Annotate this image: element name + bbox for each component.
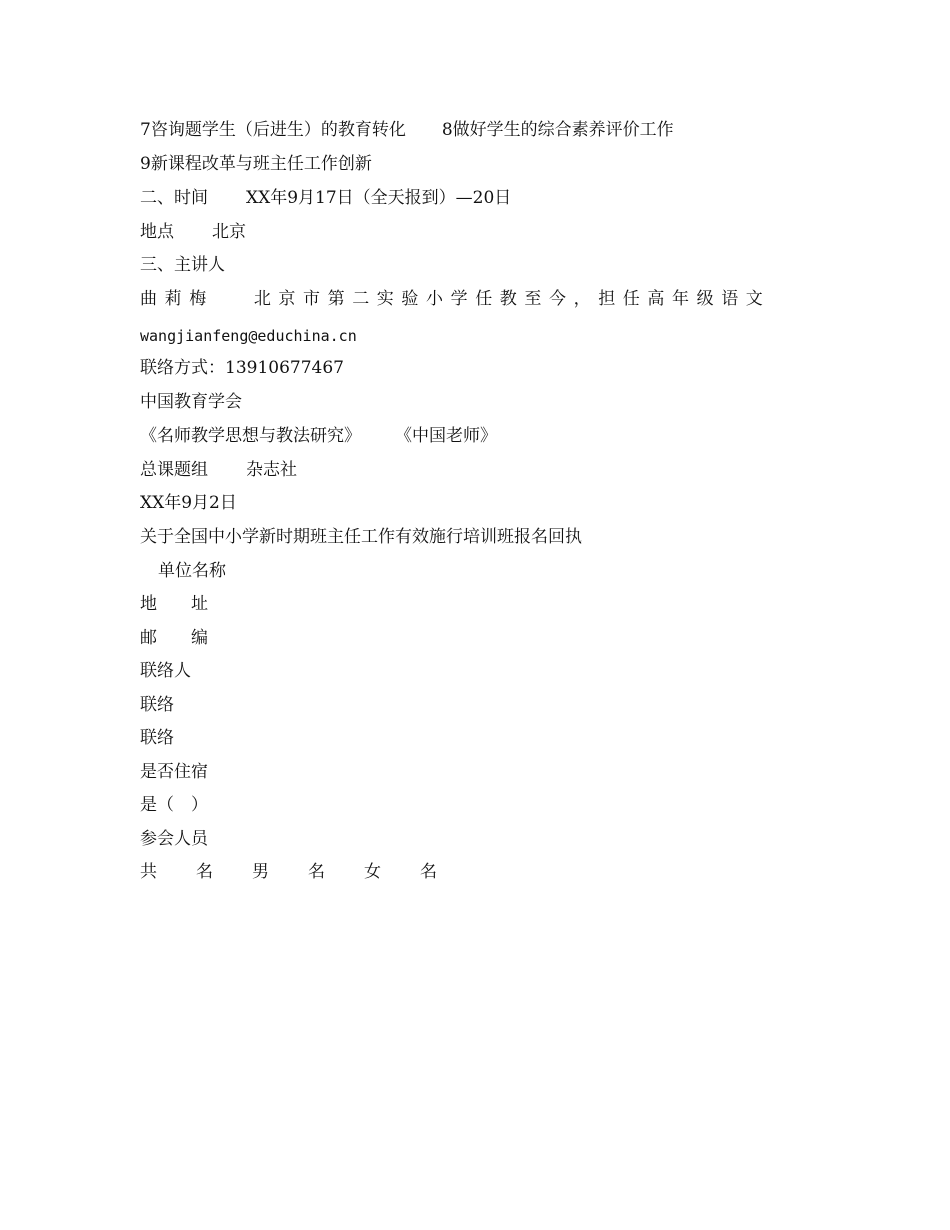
form-postcode-line — [140, 627, 208, 649]
time-value: XX年9月17日（全天报到）—20日 — [246, 188, 512, 208]
totals-female: 女 — [364, 862, 381, 882]
org-group-a: 总课题组 — [140, 460, 208, 480]
place-line — [140, 221, 246, 243]
contact-line — [140, 357, 344, 379]
topic-item-8: 8做好学生的综合素养评价工作 — [441, 120, 674, 140]
form-attendees-line — [140, 828, 208, 850]
publication-a: 《名师教学思想与教法研究》 — [140, 426, 361, 446]
form-postcode-label: 邮 编 — [140, 628, 208, 648]
time-label: 二、时间 — [140, 188, 208, 208]
form-yes-line — [140, 794, 208, 816]
speaker-line — [140, 288, 770, 310]
form-unit-line — [158, 560, 226, 582]
form-totals-line — [140, 861, 476, 883]
form-contact2-label: 联络 — [140, 728, 174, 748]
speaker-heading-text: 三、主讲人 — [140, 255, 225, 275]
form-contact-person-label: 联络人 — [140, 661, 191, 681]
form-unit-label: 单位名称 — [158, 561, 226, 581]
date-line — [140, 492, 237, 514]
topics-line-7-8 — [140, 119, 674, 141]
publication-b: 《中国老师》 — [395, 426, 497, 446]
form-contact2-line — [140, 727, 174, 749]
speaker-desc: 北京市第二实验小学任教至今，担任高年级语文 — [253, 289, 771, 309]
totals-male-unit: 名 — [308, 862, 325, 882]
form-contact-person-line — [140, 660, 191, 682]
orgs-line — [140, 459, 297, 481]
form-attendees-label: 参会人员 — [140, 829, 208, 849]
form-title: 关于全国中小学新时期班主任工作有效施行培训班报名回执 — [140, 527, 582, 547]
form-address-label: 地 址 — [140, 594, 208, 614]
totals-count-unit: 名 — [196, 862, 213, 882]
speaker-heading — [140, 254, 225, 276]
time-line — [140, 187, 511, 209]
form-yes-option: 是（ ） — [140, 795, 208, 815]
topic-item-9: 9新课程改革与班主任工作创新 — [140, 154, 372, 174]
org-name: 中国教育学会 — [140, 392, 242, 412]
place-value: 北京 — [212, 222, 246, 242]
topics-line-9 — [140, 153, 372, 175]
form-title-line — [140, 526, 582, 548]
contact-phone: 联络方式：13910677467 — [140, 358, 344, 378]
form-lodging-line — [140, 761, 208, 783]
org-group-b: 杂志社 — [246, 460, 297, 480]
form-contact1-label: 联络 — [140, 695, 174, 715]
org-line — [140, 391, 242, 413]
form-contact1-line — [140, 694, 174, 716]
totals-total: 共 — [140, 862, 157, 882]
email-address: wangjianfeng@educhina.cn — [140, 327, 357, 345]
document-date: XX年9月2日 — [140, 493, 237, 513]
form-lodging-label: 是否住宿 — [140, 762, 208, 782]
email-line — [140, 325, 357, 347]
publications-line — [140, 425, 497, 447]
totals-female-unit: 名 — [420, 862, 437, 882]
speaker-name: 曲莉梅 — [140, 289, 214, 309]
place-label: 地点 — [140, 222, 174, 242]
form-address-line — [140, 593, 208, 615]
totals-male: 男 — [252, 862, 269, 882]
topic-item-7: 7咨询题学生（后进生）的教育转化 — [140, 120, 406, 140]
